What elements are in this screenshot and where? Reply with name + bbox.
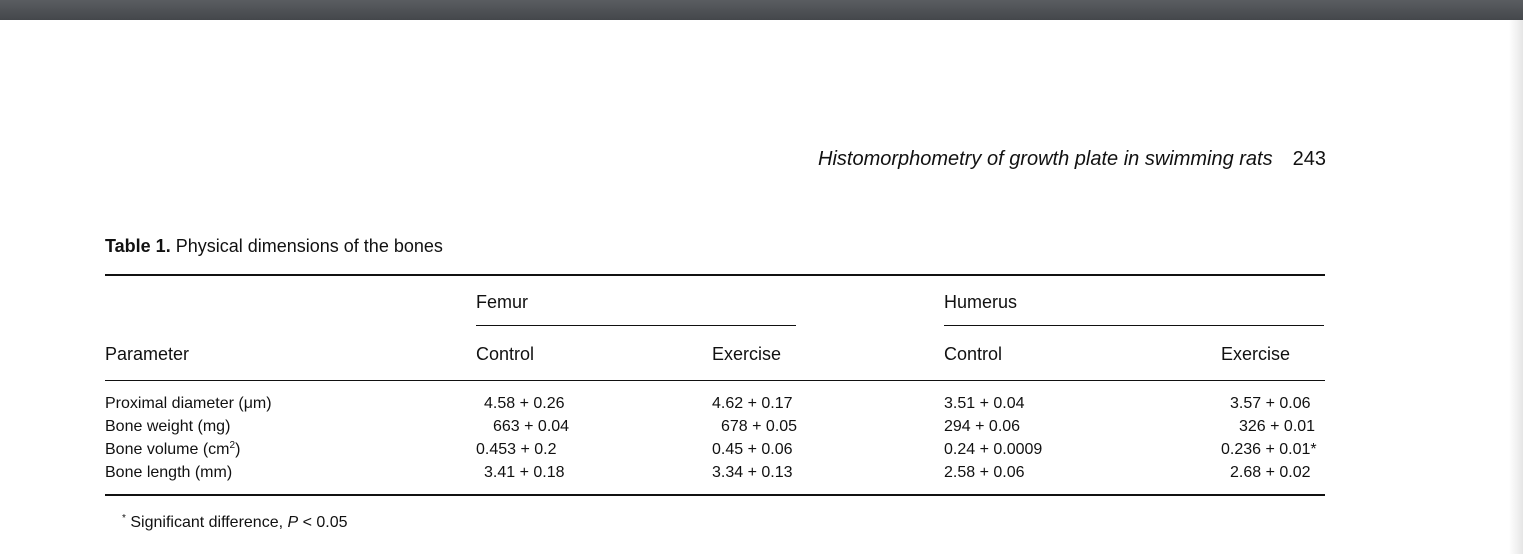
row-3-parameter <box>105 441 240 459</box>
table-caption-label: Table 1. <box>105 236 171 256</box>
row-1-humerus-control: 3.51 + 0.04 <box>944 395 1025 412</box>
running-head-title: Histomorphometry of growth plate in swimming rats <box>818 148 1273 170</box>
table-caption <box>105 236 443 257</box>
row-1-parameter: Proximal diameter (μm) <box>105 395 272 412</box>
table-footnote <box>122 514 348 532</box>
viewer-top-bar <box>0 0 1523 20</box>
footnote-mark: * <box>122 513 126 524</box>
row-3-parameter-tail: ) <box>235 441 241 458</box>
header-bottom-rule <box>105 380 1325 381</box>
column-header-parameter: Parameter <box>105 344 190 364</box>
footnote-text: Significant difference, <box>130 514 288 531</box>
row-3-parameter-text: Bone volume (cm <box>105 441 230 458</box>
row-3-femur-control: 0.453 + 0.2 <box>476 441 557 458</box>
page-edge-shadow <box>1509 20 1523 554</box>
row-2-femur-control: 663 + 0.04 <box>493 418 570 435</box>
row-4-femur-exercise: 3.34 + 0.13 <box>712 464 793 481</box>
column-header-femur-control: Control <box>476 344 535 364</box>
running-head <box>818 148 1326 171</box>
row-1-femur-exercise: 4.62 + 0.17 <box>712 395 793 412</box>
row-2-humerus-control: 294 + 0.06 <box>944 418 1021 435</box>
table-caption-text: Physical dimensions of the bones <box>175 236 443 256</box>
row-4-femur-control: 3.41 + 0.18 <box>484 464 565 481</box>
row-3-parameter-superscript: 2 <box>229 440 236 451</box>
group-header-humerus: Humerus <box>944 292 1018 312</box>
row-4-humerus-exercise: 2.68 + 0.02 <box>1230 464 1311 481</box>
column-header-femur-exercise: Exercise <box>712 344 782 364</box>
row-3-humerus-control: 0.24 + 0.0009 <box>944 441 1043 458</box>
femur-span-rule <box>476 325 796 326</box>
footnote-tail: < 0.05 <box>298 514 348 531</box>
row-3-femur-exercise: 0.45 + 0.06 <box>712 441 793 458</box>
row-2-femur-exercise: 678 + 0.05 <box>721 418 798 435</box>
table-bottom-rule <box>105 494 1325 496</box>
row-4-parameter: Bone length (mm) <box>105 464 233 481</box>
row-2-parameter: Bone weight (mg) <box>105 418 231 435</box>
group-header-femur: Femur <box>476 292 529 312</box>
column-header-humerus-exercise: Exercise <box>1221 344 1291 364</box>
page-number: 243 <box>1292 148 1326 170</box>
row-4-humerus-control: 2.58 + 0.06 <box>944 464 1025 481</box>
row-3-humerus-exercise: 0.236 + 0.01* <box>1221 441 1317 458</box>
row-1-humerus-exercise: 3.57 + 0.06 <box>1230 395 1311 412</box>
footnote-p: P <box>287 514 299 531</box>
table-top-rule <box>105 274 1325 276</box>
row-2-humerus-exercise: 326 + 0.01 <box>1239 418 1316 435</box>
row-1-femur-control: 4.58 + 0.26 <box>484 395 565 412</box>
humerus-span-rule <box>944 325 1324 326</box>
column-header-humerus-control: Control <box>944 344 1003 364</box>
